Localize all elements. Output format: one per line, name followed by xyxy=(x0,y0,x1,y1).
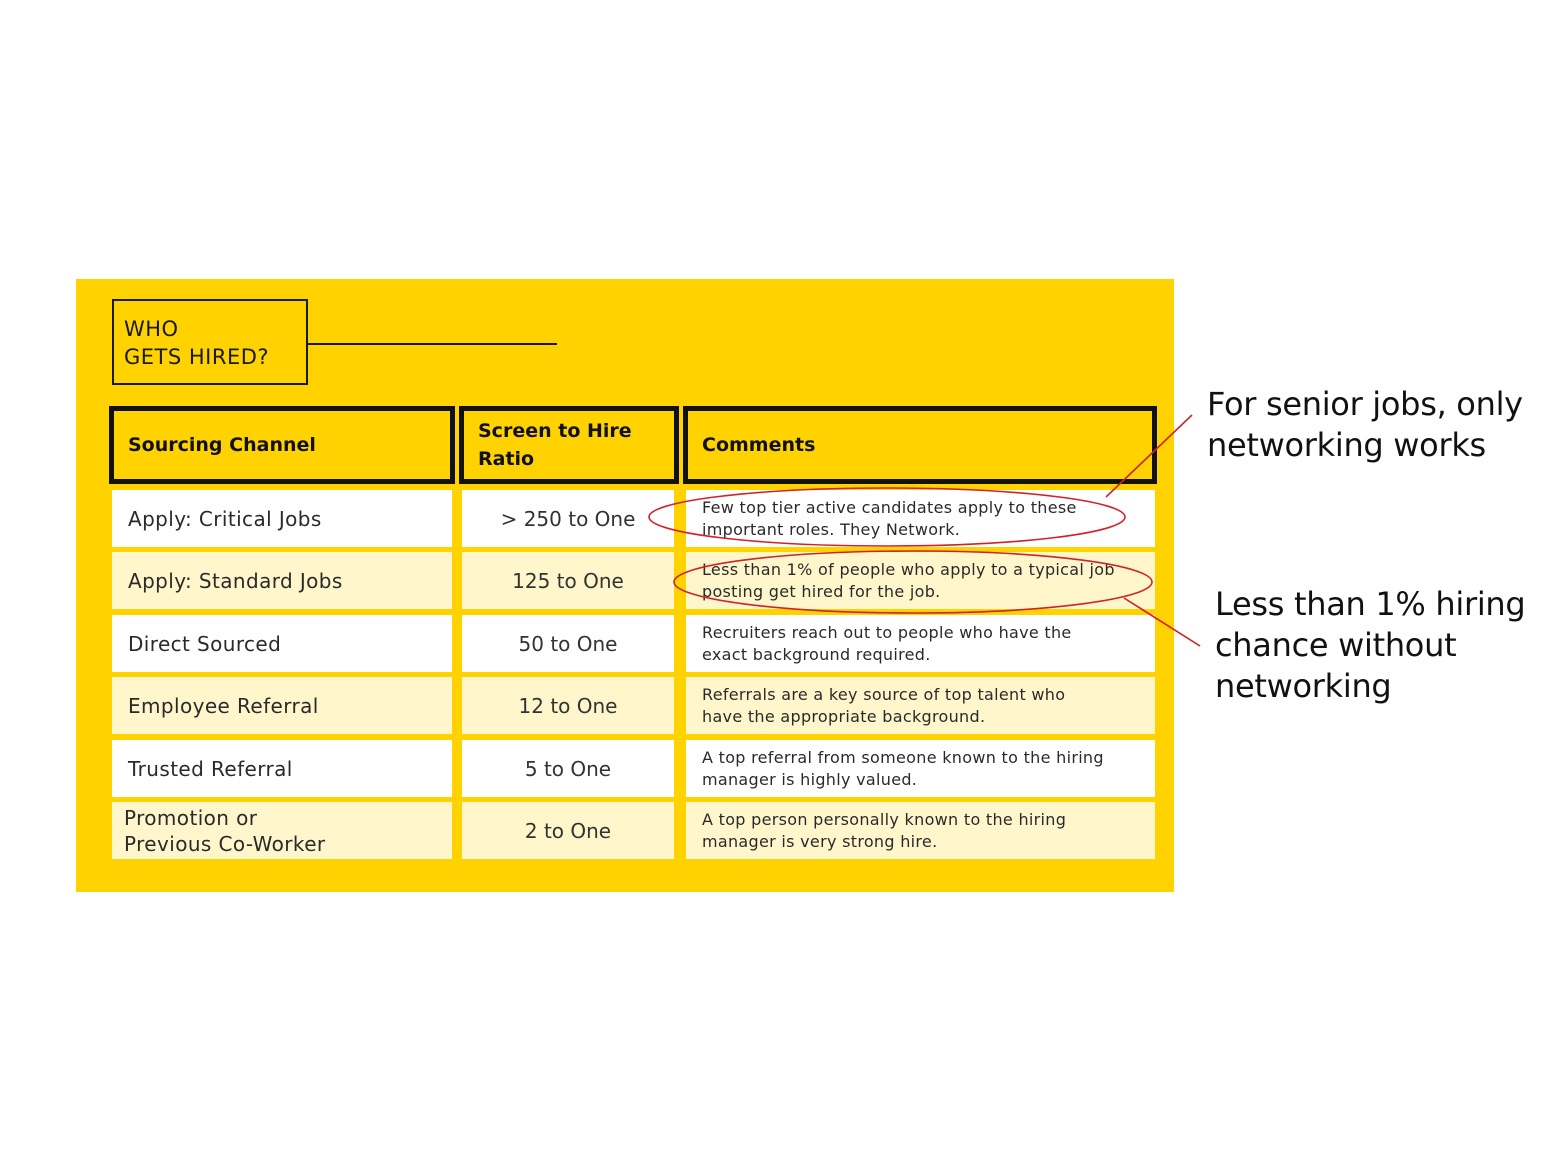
annotation-hiring-chance-line-3: networking xyxy=(1215,667,1392,705)
row-3-comment-line-2: exact background required. xyxy=(702,644,931,664)
row-4-comment-line-1: Referrals are a key source of top talent who xyxy=(702,684,1066,704)
header-comments-label: Comments xyxy=(702,434,816,456)
panel-title-line-1: WHO xyxy=(124,317,179,341)
row-2-channel-text: Apply: Standard Jobs xyxy=(128,568,343,593)
callout-line-hiring-chance xyxy=(1124,598,1200,646)
annotation-hiring-chance-line-1: Less than 1% hiring xyxy=(1215,585,1526,623)
row-3-ratio-text: 50 to One xyxy=(518,631,618,656)
row-5-comment-line-1: A top referral from someone known to the hiring xyxy=(702,747,1104,767)
header-ratio-line-2: Ratio xyxy=(478,448,535,470)
panel-title-line-2: GETS HIRED? xyxy=(124,345,270,369)
row-4-ratio-text: 12 to One xyxy=(518,693,618,718)
annotation-senior-jobs-line-2: networking works xyxy=(1207,426,1486,464)
row-3-comment-line-1: Recruiters reach out to people who have the xyxy=(702,622,1072,642)
row-5-ratio-text: 5 to One xyxy=(524,756,612,781)
header-ratio-line-1: Screen to Hire xyxy=(478,420,632,442)
highlight-ellipse-critical-jobs xyxy=(649,488,1125,546)
callout-line-senior-jobs xyxy=(1106,415,1192,497)
row-6-ratio-text: 2 to One xyxy=(524,818,612,843)
annotation-hiring-chance-line-2: chance without xyxy=(1215,626,1457,664)
row-4-comment-line-2: have the appropriate background. xyxy=(702,706,986,726)
annotation-senior-jobs xyxy=(1207,384,1523,466)
row-1-comment-line-2: important roles. They Network. xyxy=(702,519,961,539)
row-6-channel-line-2: Previous Co-Worker xyxy=(124,831,326,856)
row-6-comment-line-1: A top person personally known to the hiring xyxy=(702,809,1067,829)
row-6-channel-line-1: Promotion or xyxy=(124,805,258,830)
row-2-ratio-text: 125 to One xyxy=(512,568,624,593)
annotation-hiring-chance xyxy=(1215,584,1525,707)
row-1-comment-line-1: Few top tier active candidates apply to these xyxy=(702,497,1077,517)
header-sourcing-channel-label: Sourcing Channel xyxy=(128,434,316,456)
row-6-comment-line-2: manager is very strong hire. xyxy=(702,831,938,851)
annotation-senior-jobs-line-1: For senior jobs, only xyxy=(1207,385,1523,423)
row-4-channel-text: Employee Referral xyxy=(128,693,319,718)
row-2-comment-line-2: posting get hired for the job. xyxy=(702,581,941,601)
row-5-comment-line-2: manager is highly valued. xyxy=(702,769,918,789)
row-1-ratio-text: > 250 to One xyxy=(500,506,636,531)
row-5-channel-text: Trusted Referral xyxy=(128,756,293,781)
row-3-channel-text: Direct Sourced xyxy=(128,631,282,656)
row-2-comment-line-1: Less than 1% of people who apply to a typical job xyxy=(702,559,1115,579)
highlight-ellipse-standard-jobs xyxy=(674,551,1152,613)
row-1-channel-text: Apply: Critical Jobs xyxy=(128,506,322,531)
